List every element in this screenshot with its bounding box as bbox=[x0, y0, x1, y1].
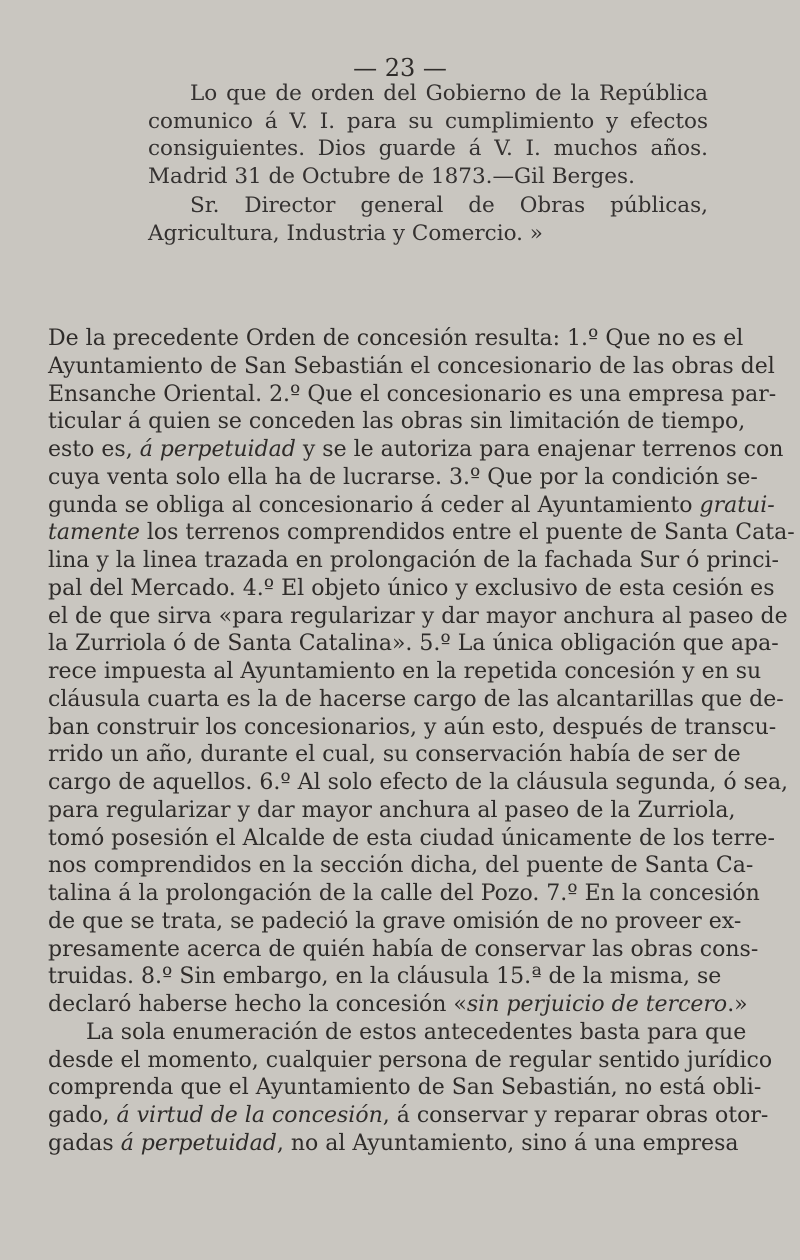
text-line bbox=[48, 603, 788, 631]
text-line bbox=[48, 686, 784, 714]
text-line bbox=[48, 769, 789, 797]
closing-paragraph-2 bbox=[148, 192, 708, 247]
text-line bbox=[48, 963, 722, 991]
line-text: el de que sirva «para regularizar y dar mayor anchura al paseo de bbox=[48, 603, 788, 629]
text-line bbox=[48, 852, 754, 880]
line-text: ticular á quien se conceden las obras sin limitación de tiempo, bbox=[48, 409, 746, 435]
line-text: , á conservar y reparar obras otor- bbox=[382, 1103, 769, 1128]
italic-phrase: gratui- bbox=[699, 492, 775, 518]
line-text: desde el momento, cualquier persona de regular sentido jurídico bbox=[48, 1047, 773, 1073]
text-line bbox=[48, 547, 779, 575]
body-paragraph-2 bbox=[48, 1019, 773, 1158]
page-number: — 23 — bbox=[353, 54, 447, 82]
line-text: de que se trata, se padeció la grave omisión de no proveer ex- bbox=[48, 908, 742, 934]
text-line bbox=[48, 1074, 762, 1102]
line-text: tomó posesión el Alcalde de esta ciudad únicamente de los terre- bbox=[48, 825, 775, 851]
line-text: ban construir los concesionarios, y aún esto, después de transcu- bbox=[48, 714, 777, 740]
text-line bbox=[48, 741, 741, 769]
line-text: Ayuntamiento de San Sebastián el concesionario de las obras del bbox=[48, 353, 775, 379]
line-text: cláusula cuarta es la de hacerse cargo de las alcantarillas que de- bbox=[48, 686, 784, 712]
text-line bbox=[48, 825, 775, 853]
text-line bbox=[48, 908, 742, 936]
line-text: comprenda que el Ayuntamiento de San Sebastián, no está obli- bbox=[48, 1075, 762, 1101]
line-text: Ensanche Oriental. 2.º Que el concesionario es una empresa par- bbox=[48, 381, 777, 407]
line-text: cargo de aquellos. 6.º Al solo efecto de la cláusula segunda, ó sea, bbox=[48, 770, 789, 795]
line-text: y se le autoriza para enajenar terrenos con bbox=[295, 437, 784, 462]
text-line bbox=[48, 325, 744, 353]
italic-phrase: sin perjuicio de tercero bbox=[466, 992, 728, 1017]
line-text: nos comprendidos en la sección dicha, del puente de Santa Ca- bbox=[48, 853, 754, 879]
text-line bbox=[48, 353, 775, 381]
line-text: lina y la linea trazada en prolongación de la fachada Sur ó princi- bbox=[48, 548, 779, 573]
text-line bbox=[48, 408, 746, 436]
italic-phrase: á perpetuidad bbox=[120, 1130, 277, 1156]
text-line bbox=[48, 936, 759, 964]
main-text bbox=[48, 325, 795, 1158]
italic-phrase: á perpetuidad bbox=[139, 437, 296, 462]
line-text: declaró haberse hecho la concesión « bbox=[48, 992, 467, 1017]
line-text: esto es, bbox=[48, 437, 140, 462]
text-line bbox=[48, 464, 758, 492]
text-line bbox=[48, 658, 762, 686]
italic-phrase: á virtud de la concesión bbox=[116, 1103, 383, 1128]
text-line bbox=[48, 1019, 747, 1047]
line-text: talina á la prolongación de la calle del Pozo. 7.º En la concesión bbox=[48, 881, 760, 906]
closing-paragraph-1-text: Lo que de orden del Gobierno de la República comunico á V. I. para su cumplimiento y efectos consiguientes. Dios guarde á V. I. muchos años. Madrid 31 de Octubre de 1873.—Gil Berges. bbox=[148, 81, 708, 189]
closing-paragraph-1 bbox=[148, 80, 708, 190]
line-text: la Zurriola ó de Santa Catalina». 5.º La única obligación que apa- bbox=[48, 631, 779, 657]
text-line bbox=[48, 381, 777, 409]
line-text: rece impuesta al Ayuntamiento en la repetida concesión y en su bbox=[48, 659, 762, 684]
line-text: los terrenos comprendidos entre el puente de Santa Cata- bbox=[139, 520, 795, 546]
line-text: gadas bbox=[48, 1130, 121, 1156]
line-text: De la precedente Orden de concesión resulta: 1.º Que no es el bbox=[48, 326, 744, 351]
body-paragraph-1 bbox=[48, 325, 795, 1019]
text-line bbox=[48, 1102, 769, 1130]
text-line bbox=[48, 492, 775, 520]
line-text: presamente acerca de quién había de conservar las obras cons- bbox=[48, 936, 759, 962]
line-text: truidas. 8.º Sin embargo, en la cláusula 15.ª de la misma, se bbox=[48, 964, 722, 990]
line-text: cuya venta solo ella ha de lucrarse. 3.º Que por la condición se- bbox=[48, 464, 758, 490]
text-line bbox=[48, 630, 779, 658]
text-line bbox=[48, 880, 760, 908]
text-line bbox=[48, 1047, 773, 1075]
text-line bbox=[48, 714, 777, 742]
line-text: .» bbox=[727, 992, 748, 1017]
line-text: La sola enumeración de estos antecedentes basta para que bbox=[86, 1019, 747, 1045]
text-line bbox=[48, 1130, 739, 1158]
text-line bbox=[48, 575, 775, 603]
line-text: gado, bbox=[48, 1103, 117, 1128]
closing-paragraph-2-text: Sr. Director general de Obras públicas, Agricultura, Industria y Comercio. » bbox=[148, 193, 708, 246]
text-line bbox=[48, 519, 795, 547]
italic-phrase: tamente bbox=[48, 520, 140, 546]
line-text: pal del Mercado. 4.º El objeto único y exclusivo de esta cesión es bbox=[48, 575, 775, 601]
text-line bbox=[48, 797, 736, 825]
text-line bbox=[48, 436, 784, 464]
text-line bbox=[48, 991, 748, 1019]
line-text: , no al Ayuntamiento, sino á una empresa bbox=[276, 1130, 739, 1156]
line-text: para regularizar y dar mayor anchura al paseo de la Zurriola, bbox=[48, 797, 736, 823]
line-text: rrido un año, durante el cual, su conservación había de ser de bbox=[48, 742, 741, 768]
line-text: gunda se obliga al concesionario á ceder al Ayuntamiento bbox=[48, 492, 700, 518]
